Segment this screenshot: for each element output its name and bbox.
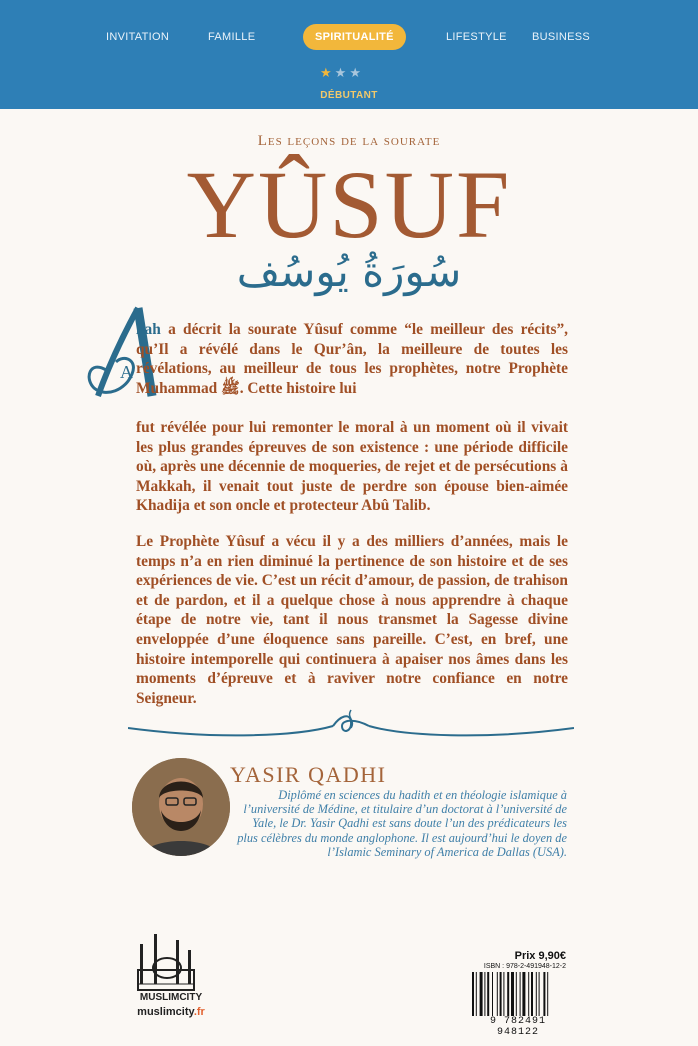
barcode-bar <box>497 972 498 1016</box>
publisher-url-tld: .fr <box>193 1006 205 1018</box>
publisher-url <box>132 1006 210 1018</box>
nav-item-spiritualite[interactable]: SPIRITUALITÉ <box>303 24 406 50</box>
barcode-bar <box>480 972 483 1016</box>
barcode-bar <box>531 972 533 1016</box>
price-label: Prix 9,90€ <box>514 950 566 962</box>
author-photo <box>132 758 230 856</box>
top-nav-bar <box>0 0 698 109</box>
barcode-bar <box>492 972 493 1016</box>
barcode <box>470 972 566 1016</box>
difficulty-stars <box>320 66 364 81</box>
star-empty-icon: ★ <box>349 66 364 81</box>
barcode-bar <box>543 972 545 1016</box>
barcode-bar <box>536 972 537 1016</box>
dropcap-letter: A <box>120 362 133 382</box>
barcode-bar <box>476 972 477 1016</box>
star-empty-icon: ★ <box>334 66 350 81</box>
barcode-bar <box>484 972 485 1016</box>
barcode-bar <box>472 972 474 1016</box>
barcode-bar <box>507 972 509 1016</box>
book-title: YÛSUF <box>186 151 512 258</box>
publisher-name: MUSLIMCITY <box>139 992 203 1003</box>
barcode-bar <box>539 972 540 1016</box>
barcode-bar <box>520 972 521 1016</box>
isbn-label: ISBN : 978-2-491948-12-2 <box>483 963 566 970</box>
intro-paragraph <box>136 320 568 398</box>
nav-item-famille[interactable]: FAMILLE <box>208 31 256 43</box>
barcode-bar <box>487 972 489 1016</box>
nav-item-lifestyle[interactable]: LIFESTYLE <box>446 31 507 43</box>
barcode-bar <box>511 972 514 1016</box>
intro-text: a décrit la sourate Yûsuf comme “le meilleur des récits”, qu’Il a révélé dans le Qur’ân, la meilleure de toutes les révélations, au meilleur de tous les prophètes, notre Prophète Muhammad ﷺ. Cette histoire lui <box>136 321 568 397</box>
nav-item-business[interactable]: BUSINESS <box>532 31 591 43</box>
nav-item-invitation[interactable]: INVITATION <box>106 31 170 43</box>
star-filled-icon: ★ <box>320 66 335 81</box>
difficulty-level-label: DÉBUTANT <box>320 90 378 101</box>
second-paragraph: Le Prophète Yûsuf a vécu il y a des milliers d’années, mais le temps n’a en rien diminué la pertinence de son histoire et de ses expériences de vie. C’est un récit d’amour, de passion, de trahison et de pardon, et il a quelque chose à nous apprendre à chaque étape de notre vie, tant il nous transmet la Sagesse divine enveloppée d’une éloquence sans pareille. C’est, en bref, une histoire intemporelle qui continuera à apaiser nos âmes dans les moments d’épreuve et à raviver notre confiance en notre Seigneur. <box>136 533 568 707</box>
barcode-bar <box>528 972 529 1016</box>
barcode-digits: 9 782491 948122 <box>489 1016 546 1038</box>
barcode-bar <box>547 972 548 1016</box>
barcode-bar <box>503 972 504 1016</box>
arabic-title: سُورَةُ يُوسُف <box>236 247 462 296</box>
category-nav <box>0 24 698 50</box>
author-portrait-icon <box>132 758 230 856</box>
intro-paragraph-continued: fut révélée pour lui remonter le moral à un moment où il vivait les plus grandes épreuves de son existence : une période difficile où, après une décennie de moqueries, de rejet et de persécutions à Makkah, il venait tout juste de perdre son épouse bien-aimée Khadija et son oncle et protecteur Abû Talib. <box>136 419 568 515</box>
publisher-url-main: muslimcity <box>137 1006 194 1018</box>
barcode-bar <box>516 972 517 1016</box>
author-name: YASIR QADHI <box>230 762 387 787</box>
intro-first-word: llah <box>136 321 161 338</box>
barcode-bar <box>500 972 502 1016</box>
book-subtitle: Les leçons de la sourate <box>257 133 441 149</box>
author-bio: Diplômé en sciences du hadith et en théologie islamique à l’université de Médine, et titulaire d’un doctorat à l’université de Yale, le Dr. Yasir Qadhi est sans doute l’un des prédicateurs les plus célèbres du monde anglophone. Il est aujourd’hui le doyen de l’Islamic Seminary of America de Dallas (USA). <box>237 788 567 859</box>
ornamental-divider <box>128 706 574 746</box>
barcode-bar <box>522 972 525 1016</box>
